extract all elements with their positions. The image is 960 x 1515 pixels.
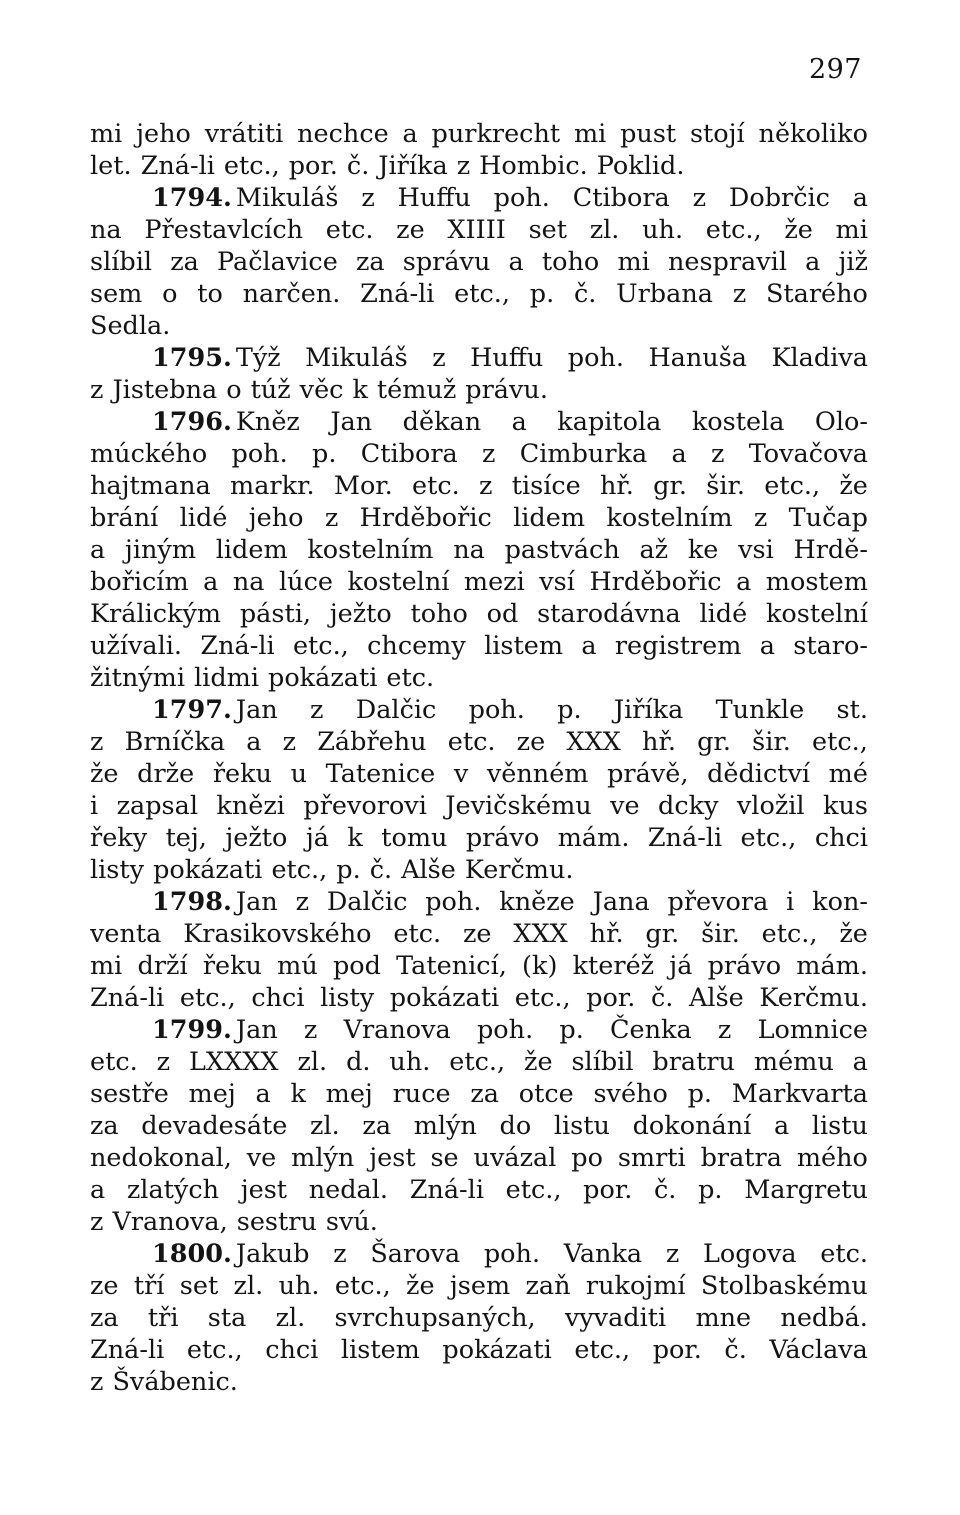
text-line	[90, 534, 868, 566]
line-text: mi jeho vrátiti nechce a purkrecht mi pust stojí několiko	[90, 119, 868, 149]
text-line	[90, 726, 868, 758]
line-text: užívali. Zná-li etc., chcemy listem a registrem a staro-	[90, 631, 868, 661]
line-text: mi drží řeku mú pod Tatenicí, (k) kteréž já právo mám.	[90, 951, 868, 981]
line-text: z Švábenic.	[90, 1367, 238, 1397]
line-text: listy pokázati etc., p. č. Alše Kerčmu.	[90, 855, 574, 885]
text-line	[90, 1046, 868, 1078]
line-text: slíbil za Pačlavice za správu a toho mi nespravil a již	[90, 247, 868, 277]
entry-number: 1798.	[152, 887, 232, 917]
line-text: Jan z Dalčic poh. p. Jiříka Tunkle st.	[235, 695, 868, 725]
line-text: ze tří set zl. uh. etc., že jsem zaň rukojmí Stolbaskému	[90, 1271, 868, 1301]
page-number: 297	[808, 54, 862, 85]
line-text: a zlatých jest nedal. Zná-li etc., por. č. p. Margretu	[90, 1175, 868, 1205]
line-text: Jan z Dalčic poh. kněze Jana převora i kon-	[235, 887, 868, 917]
line-text: nedokonal, ve mlýn jest se uvázal po smrti bratra mého	[90, 1143, 868, 1173]
entry-start-line	[90, 406, 868, 438]
text-line	[90, 790, 868, 822]
text-line	[90, 1366, 868, 1398]
text-line	[90, 566, 868, 598]
line-text: za tři sta zl. svrchupsaných, vyvaditi mne nedbá.	[90, 1303, 868, 1333]
line-text: sem o to narčen. Zná-li etc., p. č. Urbana z Starého	[90, 279, 868, 309]
entry-number: 1795.	[152, 343, 232, 373]
text-line	[90, 950, 868, 982]
line-text: bořicím a na lúce kostelní mezi vsí Hrděbořic a mostem	[90, 567, 868, 597]
line-text: Zná-li etc., chci listy pokázati etc., por. č. Alše Kerčmu.	[90, 983, 868, 1013]
line-text: že drže řeku u Tatenice v věnném právě, dědictví mé	[90, 759, 868, 789]
line-text: na Přestavlcích etc. ze XIIII set zl. uh. etc., že mi	[90, 215, 868, 245]
text-line	[90, 1270, 868, 1302]
line-text: Králickým pásti, ježto toho od starodávna lidé kostelní	[90, 599, 868, 629]
line-text: i zapsal knězi převorovi Jevičskému ve dcky vložil kus	[90, 791, 868, 821]
entry-number: 1797.	[152, 695, 232, 725]
text-line	[90, 630, 868, 662]
text-line	[90, 758, 868, 790]
text-line	[90, 214, 868, 246]
text-line	[90, 982, 868, 1014]
line-text: žitnými lidmi pokázati etc.	[90, 663, 435, 693]
line-text: sestře mej a k mej ruce za otce svého p. Markvarta	[90, 1079, 868, 1109]
line-text: let. Zná-li etc., por. č. Jiříka z Hombic. Poklid.	[90, 151, 685, 181]
text-line	[90, 118, 868, 150]
entry-number: 1796.	[152, 407, 232, 437]
text-line	[90, 598, 868, 630]
text-line	[90, 502, 868, 534]
entry-number: 1794.	[152, 183, 232, 213]
text-line	[90, 374, 868, 406]
entry-start-line	[90, 1238, 868, 1270]
line-text: Týž Mikuláš z Huffu poh. Hanuša Kladiva	[235, 343, 868, 373]
line-text: z Jistebna o túž věc k témuž právu.	[90, 375, 548, 405]
line-text: z Vranova, sestru svú.	[90, 1207, 378, 1237]
line-text: za devadesáte zl. za mlýn do listu dokonání a listu	[90, 1111, 868, 1141]
line-text: a jiným lidem kostelním na pastvách až ke vsi Hrdě-	[90, 535, 868, 565]
text-line	[90, 438, 868, 470]
line-text: Sedla.	[90, 311, 171, 341]
text-line	[90, 310, 868, 342]
text-line	[90, 662, 868, 694]
text-line	[90, 822, 868, 854]
entry-start-line	[90, 342, 868, 374]
line-text: brání lidé jeho z Hrděbořic lidem kostelním z Tučap	[90, 503, 868, 533]
body-text	[90, 118, 868, 1398]
line-text: z Brníčka a z Zábřehu etc. ze XXX hř. gr. šir. etc.,	[90, 727, 868, 757]
entry-number: 1800.	[152, 1239, 232, 1269]
line-text: venta Krasikovského etc. ze XXX hř. gr. šir. etc., že	[90, 919, 868, 949]
text-line	[90, 470, 868, 502]
text-line	[90, 1174, 868, 1206]
text-line	[90, 1302, 868, 1334]
entry-start-line	[90, 694, 868, 726]
text-line	[90, 1206, 868, 1238]
line-text: etc. z LXXXX zl. d. uh. etc., že slíbil bratru mému a	[90, 1047, 868, 1077]
text-line	[90, 918, 868, 950]
line-text: Jan z Vranova poh. p. Čenka z Lomnice	[235, 1015, 868, 1045]
line-text: hajtmana markr. Mor. etc. z tisíce hř. gr. šir. etc., že	[90, 471, 868, 501]
line-text: Mikuláš z Huffu poh. Ctibora z Dobrčic a	[235, 183, 868, 213]
entry-number: 1799.	[152, 1015, 232, 1045]
text-line	[90, 1142, 868, 1174]
entry-start-line	[90, 1014, 868, 1046]
line-text: múckého poh. p. Ctibora z Cimburka a z Tovačova	[90, 439, 868, 469]
line-text: řeky tej, ježto já k tomu právo mám. Zná-li etc., chci	[90, 823, 868, 853]
text-line	[90, 1078, 868, 1110]
entry-start-line	[90, 182, 868, 214]
entry-start-line	[90, 886, 868, 918]
text-line	[90, 278, 868, 310]
text-line	[90, 150, 868, 182]
line-text: Zná-li etc., chci listem pokázati etc., por. č. Václava	[90, 1335, 868, 1365]
text-line	[90, 1334, 868, 1366]
text-line	[90, 1110, 868, 1142]
line-text: Jakub z Šarova poh. Vanka z Logova etc.	[235, 1239, 868, 1269]
line-text: Kněz Jan děkan a kapitola kostela Olo-	[235, 407, 868, 437]
text-line	[90, 246, 868, 278]
text-line	[90, 854, 868, 886]
